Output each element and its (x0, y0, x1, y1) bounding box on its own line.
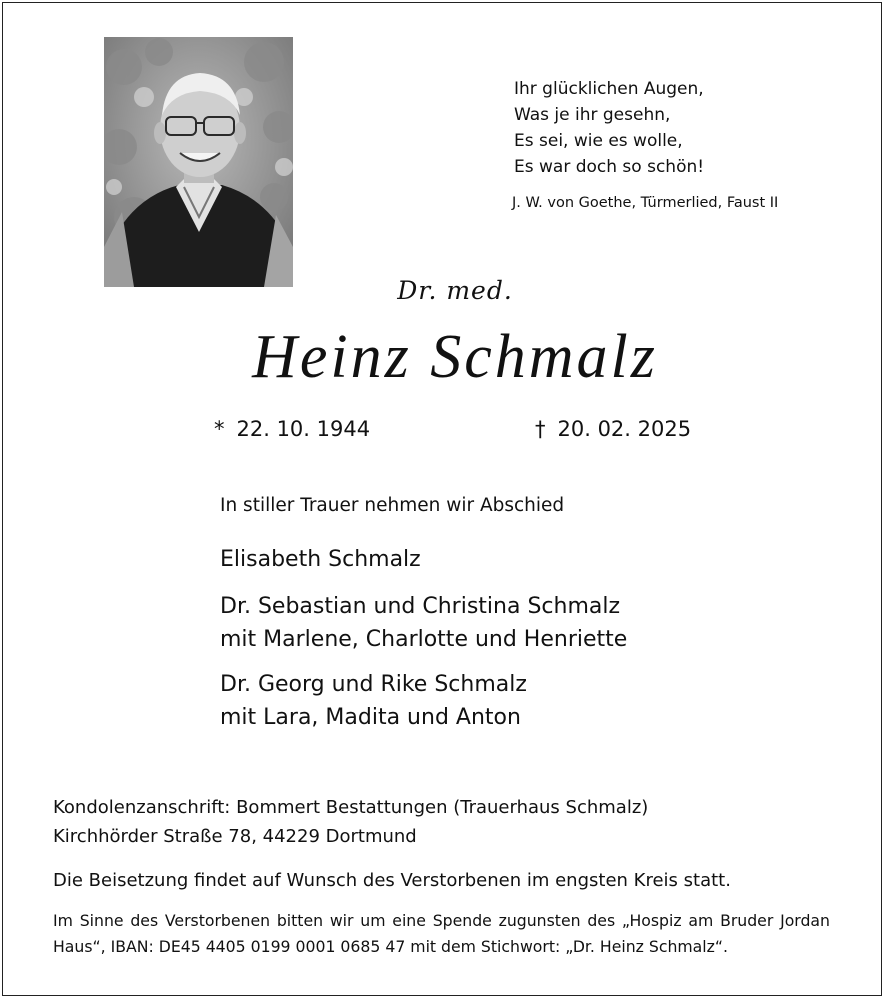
birth-star-icon: * (214, 417, 225, 441)
mourning-intro: In stiller Trauer nehmen wir Abschied (220, 495, 565, 516)
mourner-line: mit Lara, Madita und Anton (220, 705, 521, 730)
condolence-line: Kondolenzanschrift: Bommert Bestattungen (Trauerhaus Schmalz) (53, 797, 649, 818)
poem-line: Es war doch so schön! (514, 157, 705, 177)
mourner-group (220, 543, 421, 576)
poem-quote (514, 76, 704, 180)
mourner-group (220, 590, 627, 656)
condolence-address (53, 793, 648, 851)
condolence-line: Kirchhörder Straße 78, 44229 Dortmund (53, 826, 417, 847)
poem-source: J. W. von Goethe, Türmerlied, Faust II (512, 195, 779, 211)
birth-date: 22. 10. 1944 (236, 417, 371, 441)
academic-title: Dr. med. (397, 276, 513, 305)
mourner-line: mit Marlene, Charlotte und Henriette (220, 627, 628, 652)
donation-notice: Im Sinne des Verstorbenen bitten wir um eine Spende zugunsten des „Hospiz am Bruder Jordan Haus“, IBAN: DE45 4405 0199 0001 0685 47 mit dem Stichwort: „Dr. Heinz Schmalz“. (53, 911, 830, 956)
death-cross-icon: † (535, 417, 546, 441)
deceased-name: Heinz Schmalz (252, 323, 658, 391)
burial-notice: Die Beisetzung findet auf Wunsch des Verstorbenen im engsten Kreis statt. (53, 870, 731, 891)
mourner-group (220, 668, 527, 734)
poem-line: Was je ihr gesehn, (514, 105, 671, 125)
poem-line: Es sei, wie es wolle, (514, 131, 683, 151)
death-date-line (535, 417, 691, 441)
mourner-line: Dr. Sebastian und Christina Schmalz (220, 594, 621, 619)
mourner-line: Elisabeth Schmalz (220, 547, 421, 572)
portrait-photo (104, 37, 293, 287)
poem-line: Ihr glücklichen Augen, (514, 79, 704, 99)
death-date: 20. 02. 2025 (557, 417, 692, 441)
mourner-line: Dr. Georg und Rike Schmalz (220, 672, 527, 697)
birth-date-line (214, 417, 370, 441)
